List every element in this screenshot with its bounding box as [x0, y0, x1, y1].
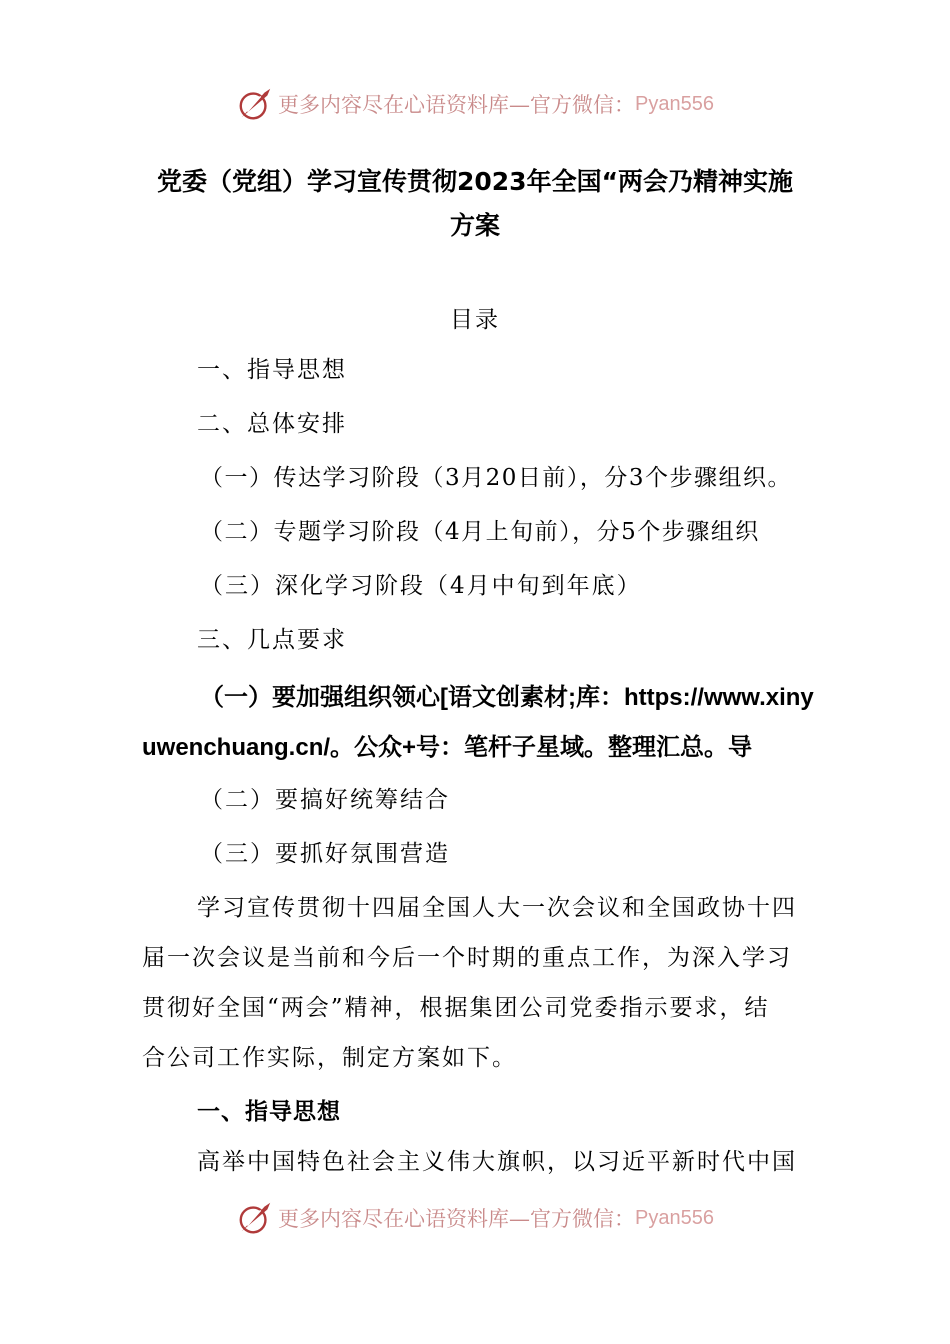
toc-item: 三、几点要求 [197, 627, 347, 653]
section-heading: 一、指导思想 [197, 1099, 341, 1125]
watermark-banner-bottom [0, 1198, 950, 1238]
watermark-wechat-id: Pyan556 [635, 1206, 714, 1229]
toc-item: （三）深化学习阶段（4月中旬到年底） [200, 573, 642, 599]
document-title [140, 160, 810, 248]
toc-item: （一）传达学习阶段（3月20日前），分3个步骤组织。 [200, 465, 793, 491]
toc-item: （二）专题学习阶段（4月上旬前），分5个步骤组织 [200, 519, 760, 545]
watermark-banner-top [0, 84, 950, 124]
toc-item: （二）要搞好统筹结合 [200, 787, 450, 813]
paragraph-line: 学习宣传贯彻十四届全国人大一次会议和全国政协十四 [197, 895, 797, 921]
paragraph-line: 届一次会议是当前和今后一个时期的重点工作，为深入学习 [142, 945, 792, 971]
toc-heading: 目录 [450, 307, 500, 333]
toc-bold-item-line-2: uwenchuang.cn/。公众+号：笔杆子星域。整理汇总。导 [142, 734, 753, 761]
toc-item: 二、总体安排 [197, 411, 347, 437]
toc-item: 一、指导思想 [197, 357, 347, 383]
toc-item: （三）要抓好氛围营造 [200, 841, 450, 867]
watermark-text: 更多内容尽在心语资料库—官方微信： [278, 1207, 636, 1231]
quill-logo-icon [236, 1199, 274, 1237]
title-line-2: 方案 [449, 211, 500, 240]
watermark-text: 更多内容尽在心语资料库—官方微信： [278, 93, 636, 117]
paragraph-line: 合公司工作实际，制定方案如下。 [142, 1045, 517, 1071]
paragraph-line: 贯彻好全国“两会”精神，根据集团公司党委指示要求，结 [142, 995, 770, 1021]
watermark-wechat-id: Pyan556 [635, 92, 714, 115]
paragraph-line: 高举中国特色社会主义伟大旗帜，以习近平新时代中国 [197, 1149, 797, 1175]
title-line-1: 党委（党组）学习宣传贯彻2023年全国“两会乃精神实施 [156, 167, 793, 196]
toc-bold-item-line-1: （一）要加强组织领心[语文创素材;库：https://www.xiny [200, 684, 814, 711]
quill-logo-icon [236, 85, 274, 123]
